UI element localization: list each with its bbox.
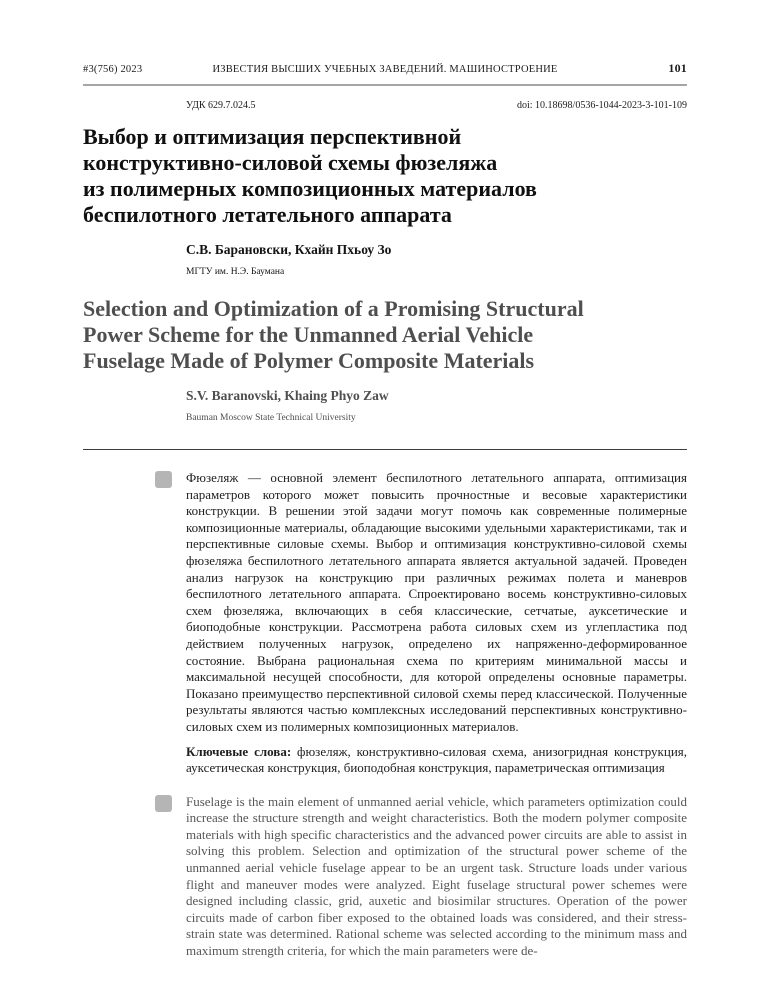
meta-row bbox=[83, 100, 687, 111]
page-number: 101 bbox=[668, 61, 687, 75]
abstract-english bbox=[186, 794, 687, 960]
abstract-russian bbox=[186, 470, 687, 736]
abstract-separator-rule bbox=[83, 449, 687, 450]
title-ru-line-3: из полимерных композиционных материалов bbox=[83, 176, 537, 201]
authors-russian: С.В. Барановски, Кхайн Пхьоу Зо bbox=[186, 242, 392, 257]
keywords-russian bbox=[186, 744, 687, 777]
article-title-english bbox=[83, 296, 687, 374]
title-ru-line-4: беспилотного летательного аппарата bbox=[83, 202, 452, 227]
abstract-marker-icon bbox=[155, 471, 172, 488]
running-head bbox=[83, 61, 687, 76]
issue-number: #3(756) 2023 bbox=[83, 64, 143, 75]
abstract-marker-icon bbox=[155, 795, 172, 812]
title-ru-line-1: Выбор и оптимизация перспективной bbox=[83, 124, 462, 149]
affiliation-russian: МГТУ им. Н.Э. Баумана bbox=[186, 267, 285, 277]
title-en-line-2: Power Scheme for the Unmanned Aerial Vehicle bbox=[83, 322, 534, 347]
doi-label: doi: 10.18698/0536-1044-2023-3-101-109 bbox=[517, 100, 687, 111]
title-en-line-3: Fuselage Made of Polymer Composite Materials bbox=[83, 348, 535, 373]
abstract-english-text: Fuselage is the main element of unmanned aerial vehicle, which parameters optimization could increase the structure strength and weight characteristics. Both the modern polymer composite materials with high specific characteristics and the advanced power circuits are able to assist in solving this problem. Selection and optimization of the structural power scheme of the unmanned aerial vehicle fuselage appear to be an urgent task. Structure loads under various flight and maneuver modes were analyzed. Eight fuselage structural power schemes were designed including classic, grid, auxetic and biosimilar structures. Operation of the power circuits made of carbon fiber exposed to the obtained loads was considered, and their stress-strain state was determined. Rational scheme was selected according to the minimum mass and maximum strength criteria, for which the main parameters were de- bbox=[186, 793, 687, 959]
byline-english bbox=[186, 388, 687, 423]
title-en-line-1: Selection and Optimization of a Promising Structural bbox=[83, 296, 584, 321]
byline-russian bbox=[186, 242, 687, 277]
affiliation-english: Bauman Moscow State Technical University bbox=[186, 413, 356, 423]
journal-title: ИЗВЕСТИЯ ВЫСШИХ УЧЕБНЫХ ЗАВЕДЕНИЙ. МАШИНОСТРОЕНИЕ bbox=[212, 64, 558, 75]
udc-code: УДК 629.7.024.5 bbox=[186, 100, 256, 111]
title-ru-line-2: конструктивно-силовой схемы фюзеляжа bbox=[83, 150, 498, 175]
abstract-russian-text: Фюзеляж — основной элемент беспилотного летательного аппарата, оптимизация параметров которого может повысить прочностные и весовые характеристики конструкции. В решении этой задачи могут помочь как современные полимерные композиционные материалы, обладающие высокими удельными характеристиками, так и перспективные силовые схемы. Выбор и оптимизация конструктивно-силовой схемы фюзеляжа беспилотного летательного аппарата является актуальной задачей. Проведен анализ нагрузок на конструкцию при различных режимах полета и маневров беспилотного летательного аппарата. Спроектировано восемь конструктивно-силовых схем фюзеляжа, включающих в себя классические, сетчатые, ауксетические и биоподобные конструкции. Рассмотрена работа силовых схем из углепластика под действием полученных нагрузок, определено их напряженно-деформированное состояние. Выбрана рациональная схема по критериям минимальной массы и максимальной несущей способности, для которой определены основные параметры. Показано преимущество перспективной силовой схемы перед классической. Полученные результаты являются частью комплексных исследований перспективных конструктивно-силовых схем из полимерных композиционных материалов. bbox=[186, 470, 687, 734]
keywords-label: Ключевые слова: bbox=[186, 743, 292, 759]
header-rule bbox=[83, 84, 687, 86]
article-title-russian bbox=[83, 124, 687, 228]
keywords-text: фюзеляж, конструктивно-силовая схема, анизогридная конструкция, ауксетическая конструкция, биоподобная конструкция, параметрическая оптимизация bbox=[186, 743, 688, 776]
authors-english: S.V. Baranovski, Khaing Phyo Zaw bbox=[186, 388, 389, 403]
